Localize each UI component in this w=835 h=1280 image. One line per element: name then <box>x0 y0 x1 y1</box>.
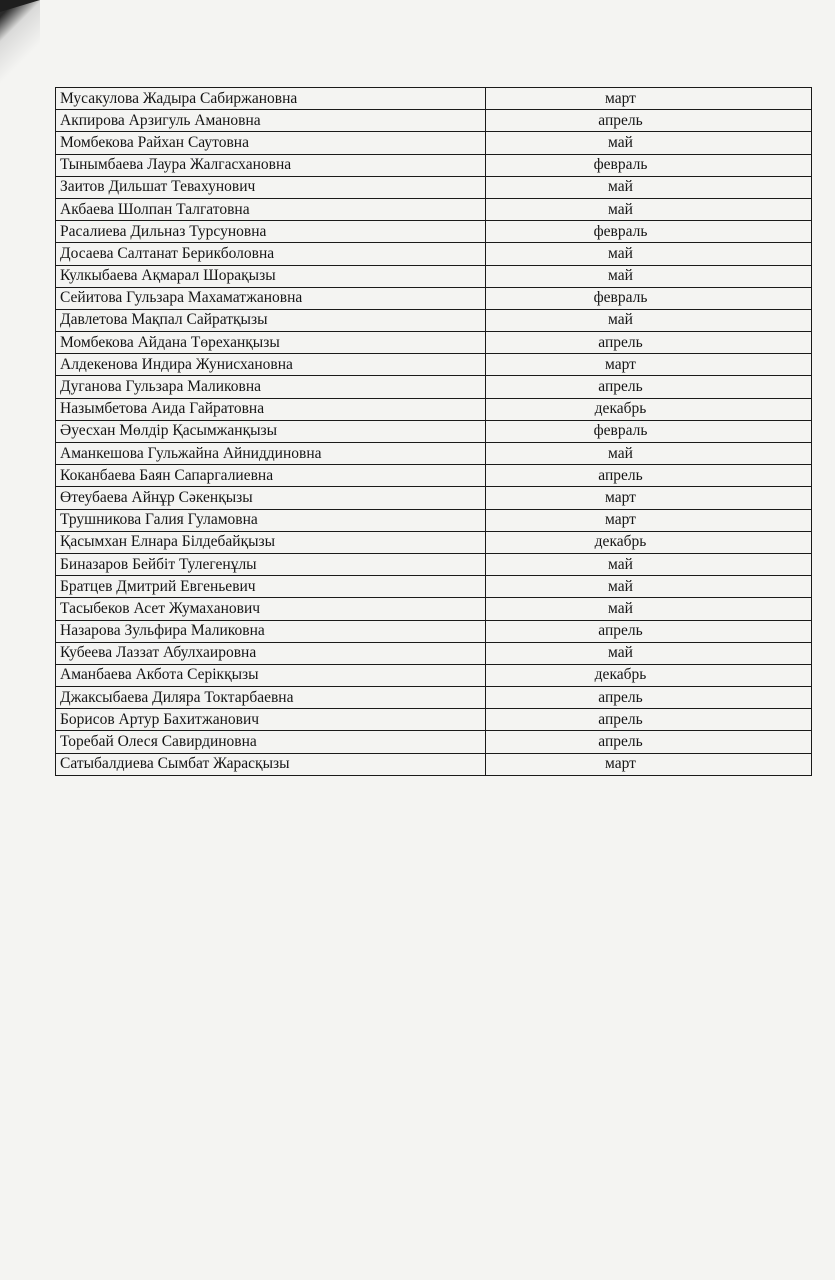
month-cell: март <box>486 88 812 110</box>
table-row <box>56 88 812 110</box>
page-corner-shadow <box>0 0 40 100</box>
month-cell: февраль <box>486 287 812 309</box>
month-cell: апрель <box>486 709 812 731</box>
employee-name-cell: Тасыбеков Асет Жумаханович <box>56 598 486 620</box>
month-cell: май <box>486 598 812 620</box>
employee-name-cell: Коканбаева Баян Сапаргалиевна <box>56 465 486 487</box>
month-cell: апрель <box>486 731 812 753</box>
table-row <box>56 576 812 598</box>
employee-name-cell: Әуесхан Мөлдір Қасымжанқызы <box>56 420 486 442</box>
table-row <box>56 198 812 220</box>
month-cell: апрель <box>486 687 812 709</box>
employee-name-cell: Мусакулова Жадыра Сабиржановна <box>56 88 486 110</box>
table-row <box>56 221 812 243</box>
employee-name-cell: Сейитова Гульзара Махаматжановна <box>56 287 486 309</box>
employee-name-cell: Алдекенова Индира Жунисхановна <box>56 354 486 376</box>
employee-name-cell: Сатыбалдиева Сымбат Жарасқызы <box>56 753 486 775</box>
month-cell: май <box>486 309 812 331</box>
employee-name-cell: Өтеубаева Айнұр Сәкенқызы <box>56 487 486 509</box>
employee-name-cell: Расалиева Дильназ Турсуновна <box>56 221 486 243</box>
month-cell: апрель <box>486 620 812 642</box>
employee-name-cell: Акбаева Шолпан Талгатовна <box>56 198 486 220</box>
month-cell: май <box>486 265 812 287</box>
employee-name-cell: Досаева Салтанат Берикболовна <box>56 243 486 265</box>
table-row <box>56 465 812 487</box>
table-row <box>56 642 812 664</box>
employee-name-cell: Момбекова Айдана Төреханқызы <box>56 332 486 354</box>
employee-name-cell: Борисов Артур Бахитжанович <box>56 709 486 731</box>
employee-name-cell: Назарова Зульфира Маликовна <box>56 620 486 642</box>
table-row <box>56 420 812 442</box>
employee-name-cell: Аманбаева Акбота Серікқызы <box>56 664 486 686</box>
table-row <box>56 243 812 265</box>
employee-name-cell: Кубеева Лаззат Абулхаировна <box>56 642 486 664</box>
employee-name-cell: Торебай Олеся Савирдиновна <box>56 731 486 753</box>
month-cell: май <box>486 642 812 664</box>
month-cell: апрель <box>486 110 812 132</box>
employee-name-cell: Братцев Дмитрий Евгеньевич <box>56 576 486 598</box>
table-row <box>56 553 812 575</box>
month-cell: март <box>486 509 812 531</box>
month-cell: апрель <box>486 332 812 354</box>
employee-name-cell: Трушникова Галия Гуламовна <box>56 509 486 531</box>
table-row <box>56 376 812 398</box>
table-body <box>56 88 812 776</box>
table-row <box>56 753 812 775</box>
table-row <box>56 265 812 287</box>
employee-name-cell: Тынымбаева Лаура Жалгасхановна <box>56 154 486 176</box>
table-row <box>56 509 812 531</box>
table-row <box>56 132 812 154</box>
table-row <box>56 598 812 620</box>
employee-name-cell: Джаксыбаева Диляра Токтарбаевна <box>56 687 486 709</box>
employee-name-cell: Қасымхан Елнара Білдебайқызы <box>56 531 486 553</box>
employee-name-cell: Давлетова Мақпал Сайратқызы <box>56 309 486 331</box>
table-row <box>56 620 812 642</box>
employee-name-cell: Кулкыбаева Ақмарал Шорақызы <box>56 265 486 287</box>
table-row <box>56 176 812 198</box>
table-row <box>56 154 812 176</box>
table-row <box>56 443 812 465</box>
month-cell: май <box>486 198 812 220</box>
table-row <box>56 664 812 686</box>
month-cell: март <box>486 753 812 775</box>
table-row <box>56 487 812 509</box>
employee-name-cell: Аманкешова Гульжайна Айниддиновна <box>56 443 486 465</box>
month-cell: март <box>486 354 812 376</box>
month-cell: май <box>486 576 812 598</box>
month-cell: май <box>486 243 812 265</box>
month-cell: декабрь <box>486 664 812 686</box>
employee-month-table <box>55 87 812 776</box>
month-cell: май <box>486 132 812 154</box>
table-row <box>56 709 812 731</box>
month-cell: февраль <box>486 221 812 243</box>
month-cell: апрель <box>486 465 812 487</box>
month-cell: февраль <box>486 420 812 442</box>
table-row <box>56 287 812 309</box>
table-row <box>56 309 812 331</box>
table-row <box>56 332 812 354</box>
employee-name-cell: Акпирова Арзигуль Амановна <box>56 110 486 132</box>
table-row <box>56 354 812 376</box>
employee-name-cell: Биназаров Бейбіт Тулегенұлы <box>56 553 486 575</box>
table-row <box>56 110 812 132</box>
table-row <box>56 531 812 553</box>
month-cell: апрель <box>486 376 812 398</box>
table-row <box>56 687 812 709</box>
employee-name-cell: Назымбетова Аида Гайратовна <box>56 398 486 420</box>
month-cell: май <box>486 176 812 198</box>
month-cell: май <box>486 443 812 465</box>
month-cell: февраль <box>486 154 812 176</box>
table-row <box>56 398 812 420</box>
month-cell: декабрь <box>486 398 812 420</box>
month-cell: март <box>486 487 812 509</box>
employee-name-cell: Момбекова Райхан Саутовна <box>56 132 486 154</box>
employee-name-cell: Дуганова Гульзара Маликовна <box>56 376 486 398</box>
employee-name-cell: Заитов Дильшат Тевахунович <box>56 176 486 198</box>
month-cell: май <box>486 553 812 575</box>
month-cell: декабрь <box>486 531 812 553</box>
table-row <box>56 731 812 753</box>
